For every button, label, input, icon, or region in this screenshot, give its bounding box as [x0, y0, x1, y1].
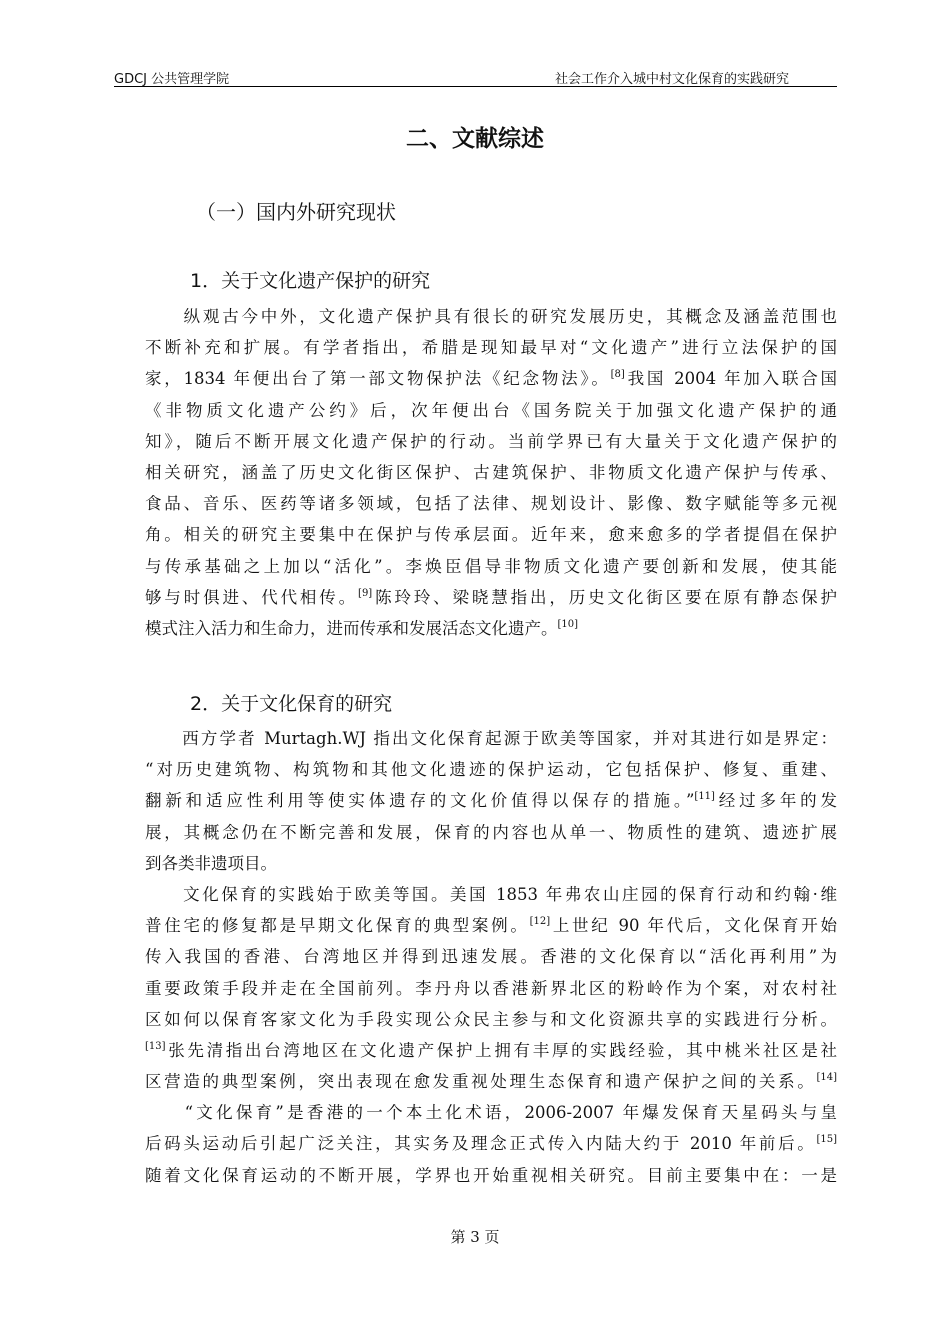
text-line: [145, 301, 837, 332]
text-run: 知》，随后不断开展文化遗产保护的行动。当前学界已有大量关于文化遗产保护的: [145, 431, 837, 451]
text-run: 文化保育的实践始于欧美等国。美国 1853 年弗农山庄园的保育行动和约翰·维: [145, 884, 837, 904]
section-heading: （一）国内外研究现状: [196, 200, 396, 224]
text-line: [145, 817, 837, 848]
text-run: 张先清指出台湾地区在文化遗产保护上拥有丰厚的实践经验，其中桃米社区是社: [165, 1040, 837, 1060]
text-line: [145, 363, 837, 394]
citation-ref: [8]: [610, 369, 625, 381]
text-run: 区营造的典型案例，突出表现在愈发重视处理生态保育和遗产保护之间的关系。: [145, 1072, 817, 1092]
text-line: [145, 785, 837, 816]
text-run: 模式注入活力和生命力，进而传承和发展活态文化遗产。: [145, 618, 558, 638]
citation-ref: [9]: [358, 587, 373, 599]
citation-ref: [13]: [145, 1040, 166, 1052]
citation-ref: [10]: [557, 618, 579, 630]
subsection-heading-1: 1．关于文化遗产保护的研究: [190, 270, 431, 292]
text-line: [145, 910, 837, 941]
text-run: 上世纪 90 年代后，文化保育开始: [550, 916, 837, 936]
text-line: [145, 848, 837, 879]
text-line: [145, 723, 837, 754]
text-line: [145, 488, 837, 519]
text-line: [145, 1066, 837, 1097]
text-run: 《非物质文化遗产公约》后，次年便出台《国务院关于加强文化遗产保护的通: [145, 400, 837, 420]
text-run: “文化保育”是香港的一个本土化术语，2006-2007 年爆发保育天星码头与皇: [145, 1103, 837, 1123]
citation-ref: [12]: [529, 916, 551, 928]
text-run: 普住宅的修复都是早期文化保育的典型案例。: [145, 916, 530, 936]
text-line: [145, 457, 837, 488]
page-header: [114, 66, 837, 87]
text-line: [145, 1097, 837, 1128]
text-run: 经过多年的发: [714, 791, 838, 811]
citation-ref: [14]: [816, 1072, 837, 1084]
text-run: “对历史建筑物、构筑物和其他文化遗迹的保护运动，它包括保护、修复、重建、: [145, 760, 837, 780]
text-run: 区如何以保育客家文化为手段实现公众民主参与和文化资源共享的实践进行分析。: [145, 1009, 837, 1029]
text-run: 翻新和适应性利用等使实体遗存的文化价值得以保存的措施。”: [145, 791, 695, 811]
text-run: 不断补充和扩展。有学者指出，希腊是现知最早对“文化遗产”进行立法保护的国: [145, 338, 837, 358]
text-run: 够与时俱进、代代相传。: [145, 587, 359, 607]
text-run: 重要政策手段并走在全国前列。李丹舟以香港新界北区的粉岭作为个案，对农村社: [145, 978, 837, 998]
text-run: 我国 2004 年加入联合国: [624, 369, 837, 389]
text-line: [145, 613, 837, 644]
text-line: [145, 426, 837, 457]
chapter-title: 二、文献综述: [406, 126, 544, 152]
text-line: [145, 395, 837, 426]
text-run: 西方学者 Murtagh.WJ 指出文化保育起源于欧美等国家，并对其进行如是界定：: [145, 729, 837, 748]
text-run: 与传承基础之上加以“活化”。李焕臣倡导非物质文化遗产要创新和发展，使其能: [145, 556, 837, 576]
text-line: [145, 1128, 837, 1159]
text-run: 传入我国的香港、台湾地区并得到迅速发展。香港的文化保育以“活化再利用”为: [145, 947, 837, 967]
text-run: 随着文化保育运动的不断开展，学界也开始重视相关研究。目前主要集中在：一是: [145, 1165, 837, 1185]
text-run: 角。相关的研究主要集中在保护与传承层面。近年来，愈来愈多的学者提倡在保护: [145, 525, 837, 545]
text-line: [145, 754, 837, 785]
text-line: [145, 551, 837, 582]
text-run: 纵观古今中外，文化遗产保护具有很长的研究发展历史，其概念及涵盖范围也: [145, 307, 837, 326]
text-line: [145, 1160, 837, 1191]
text-line: [145, 519, 837, 550]
text-run: 家，1834 年便出台了第一部文物保护法《纪念物法》。: [145, 369, 611, 389]
text-run: 后码头运动后引起广泛关注，其实务及理念正式传入内陆大约于 2010 年前后。: [145, 1134, 817, 1154]
header-thesis-title: 社会工作介入城中村文化保育的实践研究: [554, 72, 789, 87]
header-institution: GDCJ 公共管理学院: [114, 72, 230, 87]
text-line: [145, 582, 837, 613]
subsection-heading-2: 2．关于文化保育的研究: [190, 693, 393, 715]
text-run: 展，其概念仍在不断完善和发展，保育的内容也从单一、物质性的建筑、遗迹扩展: [145, 822, 837, 842]
text-run: 陈玲玲、梁晓慧指出，历史文化街区要在原有静态保护: [372, 587, 838, 607]
citation-ref: [15]: [816, 1134, 837, 1146]
citation-ref: [11]: [694, 791, 715, 803]
text-line: [145, 879, 837, 910]
text-run: 相关研究，涵盖了历史文化街区保护、古建筑保护、非物质文化遗产保护与传承、: [145, 462, 837, 482]
text-run: 食品、音乐、医药等诸多领域，包括了法律、规划设计、影像、数字赋能等多元视: [145, 494, 837, 514]
paragraph-block-2: [145, 723, 837, 1191]
text-line: [145, 941, 837, 972]
text-line: [145, 973, 837, 1004]
text-line: [145, 1004, 837, 1035]
paragraph-block-1: [145, 301, 837, 644]
text-line: [145, 1035, 837, 1066]
page-number: 第 3 页: [450, 1228, 500, 1246]
text-line: [145, 332, 837, 363]
text-run: 到各类非遗项目。: [145, 853, 277, 873]
